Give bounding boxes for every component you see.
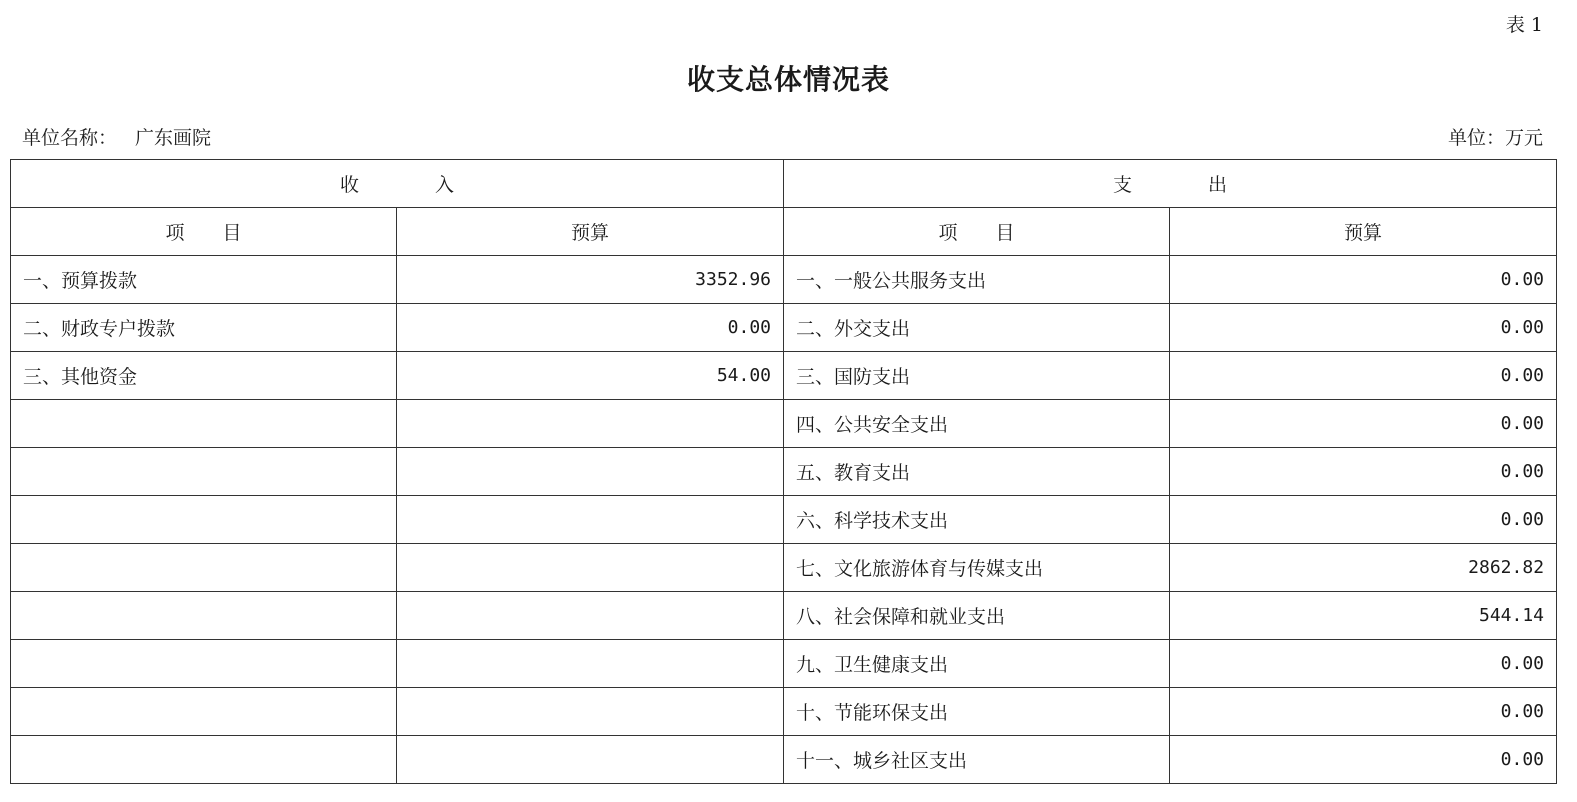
budget-table [10, 159, 1557, 784]
income-budget-cell [397, 400, 784, 448]
table-row [11, 592, 1557, 640]
expense-item-cell: 二、外交支出 [784, 304, 1170, 352]
income-item-cell: 三、其他资金 [11, 352, 397, 400]
income-section-header: 收 入 [11, 160, 784, 208]
income-budget-header: 预算 [397, 208, 784, 256]
table-row [11, 640, 1557, 688]
expense-budget-cell: 0.00 [1170, 400, 1557, 448]
table-row [11, 736, 1557, 784]
unit-name-row [22, 123, 211, 150]
income-item-cell [11, 448, 397, 496]
expense-budget-cell: 0.00 [1170, 640, 1557, 688]
table-row [11, 544, 1557, 592]
income-item-header: 项 目 [11, 208, 397, 256]
expense-budget-header: 预算 [1170, 208, 1557, 256]
expense-budget-cell: 0.00 [1170, 256, 1557, 304]
income-item-cell [11, 544, 397, 592]
expense-item-cell: 十一、城乡社区支出 [784, 736, 1170, 784]
expense-item-header: 项 目 [784, 208, 1170, 256]
table-row [11, 256, 1557, 304]
income-item-cell [11, 640, 397, 688]
section-header-row [11, 160, 1557, 208]
table-row [11, 304, 1557, 352]
table-row [11, 688, 1557, 736]
expense-section-header: 支 出 [784, 160, 1557, 208]
expense-budget-cell: 544.14 [1170, 592, 1557, 640]
income-budget-cell [397, 448, 784, 496]
expense-budget-cell: 2862.82 [1170, 544, 1557, 592]
column-header-row [11, 208, 1557, 256]
table-row [11, 352, 1557, 400]
income-item-cell [11, 496, 397, 544]
expense-item-cell: 九、卫生健康支出 [784, 640, 1170, 688]
income-budget-cell [397, 688, 784, 736]
expense-budget-cell: 0.00 [1170, 688, 1557, 736]
unit-name-label: 单位名称： [22, 127, 118, 149]
table-row [11, 496, 1557, 544]
income-item-cell [11, 400, 397, 448]
income-budget-cell: 0.00 [397, 304, 784, 352]
income-budget-cell [397, 736, 784, 784]
expense-item-cell: 七、文化旅游体育与传媒支出 [784, 544, 1170, 592]
expense-item-cell: 十、节能环保支出 [784, 688, 1170, 736]
table-row [11, 400, 1557, 448]
unit-name-value: 广东画院 [135, 127, 212, 149]
table-body [11, 256, 1557, 784]
income-budget-cell [397, 592, 784, 640]
expense-item-cell: 六、科学技术支出 [784, 496, 1170, 544]
unit-label: 单位：万元 [1447, 127, 1543, 149]
income-budget-cell [397, 640, 784, 688]
page-title: 收支总体情况表 [686, 63, 890, 96]
income-budget-cell: 54.00 [397, 352, 784, 400]
expense-budget-cell: 0.00 [1170, 736, 1557, 784]
income-budget-cell [397, 544, 784, 592]
income-item-cell [11, 688, 397, 736]
income-item-cell: 一、预算拨款 [11, 256, 397, 304]
table-number: 表 1 [1505, 14, 1543, 36]
expense-item-cell: 八、社会保障和就业支出 [784, 592, 1170, 640]
expense-budget-cell: 0.00 [1170, 448, 1557, 496]
expense-item-cell: 五、教育支出 [784, 448, 1170, 496]
income-item-cell: 二、财政专户拨款 [11, 304, 397, 352]
expense-budget-cell: 0.00 [1170, 352, 1557, 400]
expense-item-cell: 四、公共安全支出 [784, 400, 1170, 448]
income-budget-cell: 3352.96 [397, 256, 784, 304]
income-budget-cell [397, 496, 784, 544]
expense-budget-cell: 0.00 [1170, 304, 1557, 352]
table-row [11, 448, 1557, 496]
expense-budget-cell: 0.00 [1170, 496, 1557, 544]
income-item-cell [11, 736, 397, 784]
expense-item-cell: 三、国防支出 [784, 352, 1170, 400]
expense-item-cell: 一、一般公共服务支出 [784, 256, 1170, 304]
income-item-cell [11, 592, 397, 640]
